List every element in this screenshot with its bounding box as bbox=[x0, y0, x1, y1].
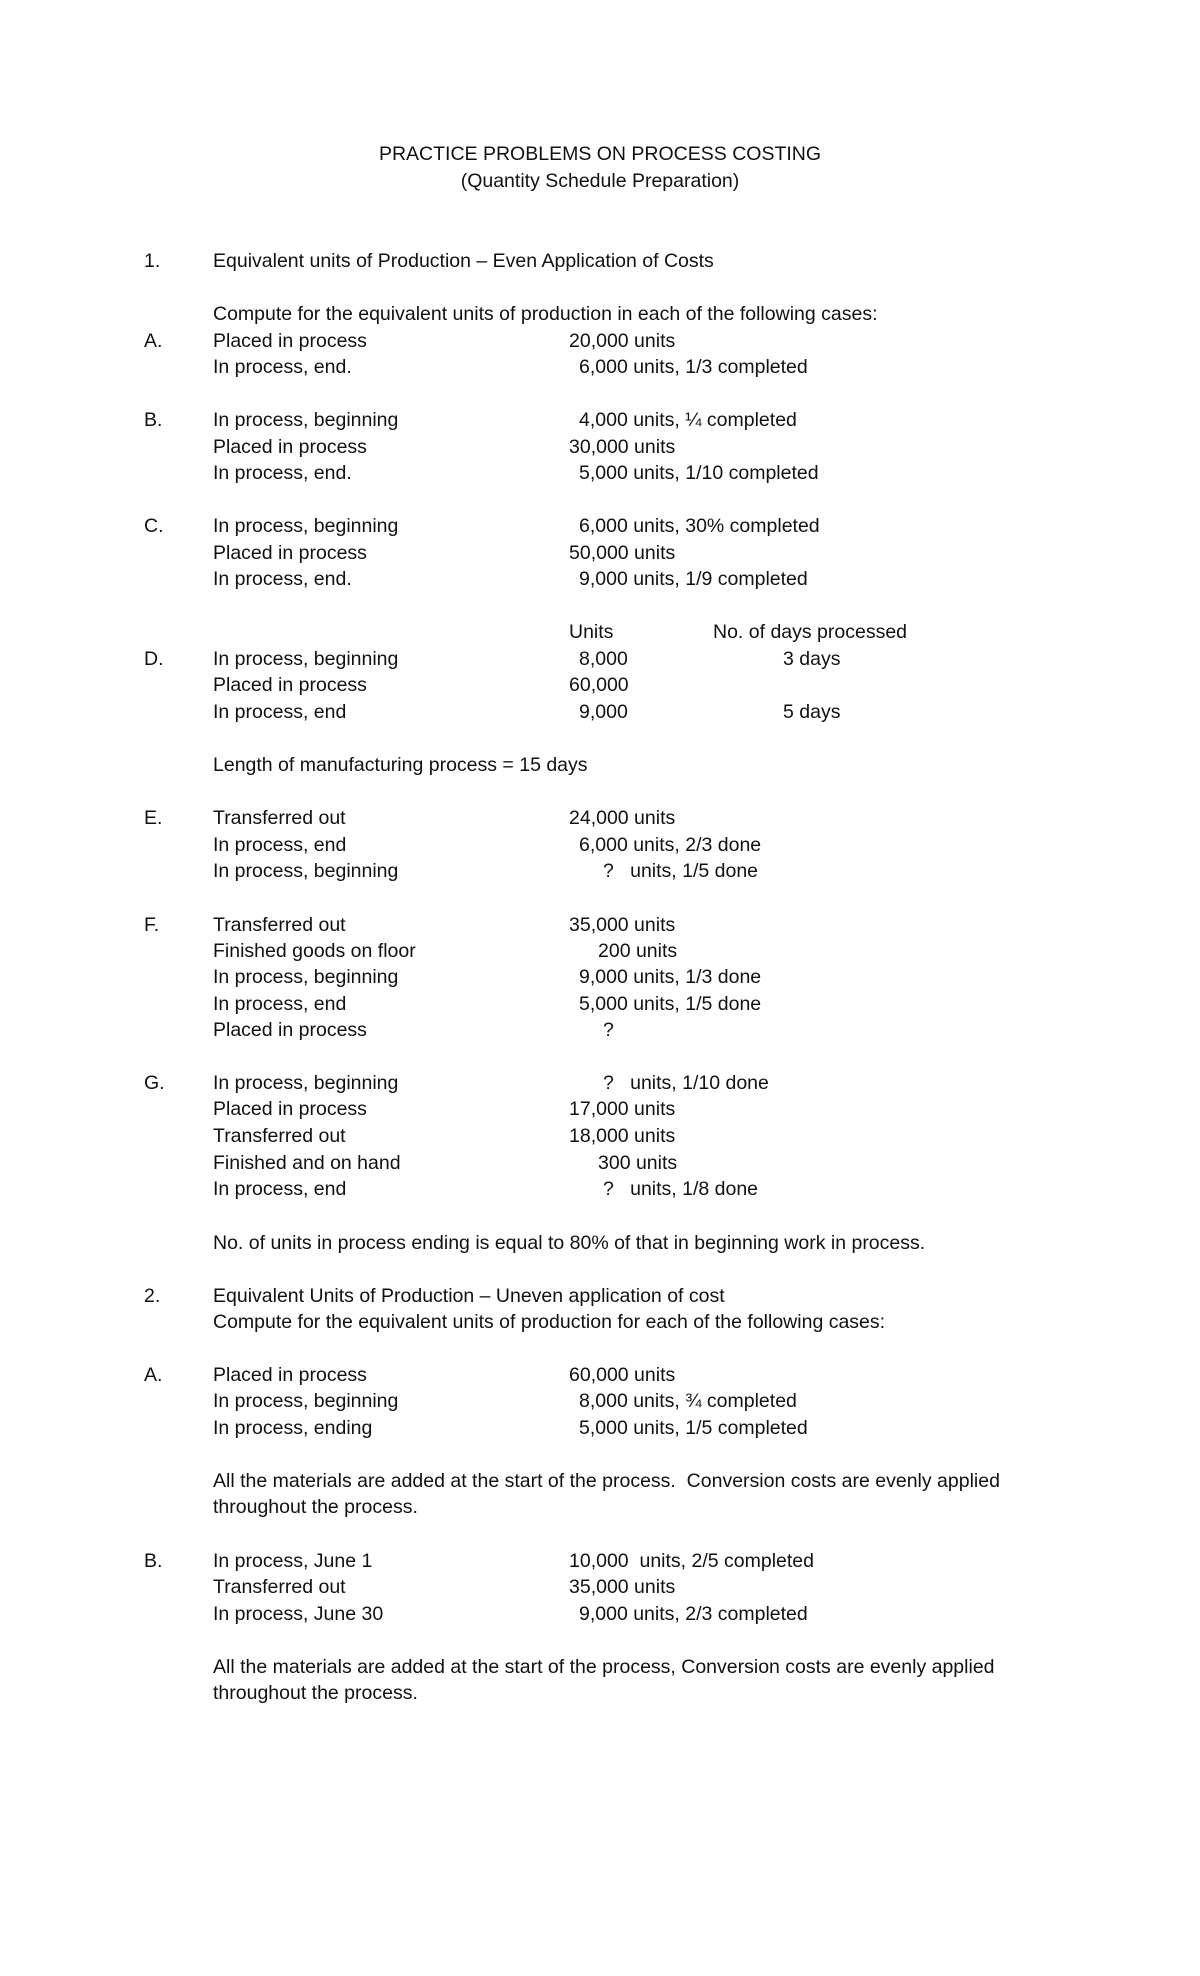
row-value: 9,000 units, 1/3 done bbox=[579, 966, 762, 988]
row-value: 20,000 units bbox=[569, 330, 676, 352]
row-label: In process, end bbox=[213, 701, 347, 723]
row-label: In process, end. bbox=[213, 568, 352, 590]
row-units: 8,000 bbox=[579, 648, 628, 670]
row-label: In process, beginning bbox=[213, 860, 399, 882]
row-label: Placed in process bbox=[213, 674, 367, 696]
case-letter: C. bbox=[144, 515, 164, 537]
row-value: ? units, 1/8 done bbox=[603, 1178, 759, 1200]
row-label: Transferred out bbox=[213, 1576, 346, 1598]
row-value: 6,000 units, 1/3 completed bbox=[579, 356, 808, 378]
row-value: 10,000 units, 2/5 completed bbox=[569, 1550, 814, 1572]
row-label: In process, beginning bbox=[213, 648, 399, 670]
row-label: Placed in process bbox=[213, 330, 367, 352]
case-note: No. of units in process ending is equal to 80% of that in beginning work in process. bbox=[213, 1232, 926, 1254]
case-letter: B. bbox=[144, 1550, 163, 1572]
row-value: 300 units bbox=[598, 1152, 678, 1174]
row-value: ? units, 1/5 done bbox=[603, 860, 759, 882]
case-note: throughout the process. bbox=[213, 1496, 418, 1518]
row-value: 35,000 units bbox=[569, 1576, 676, 1598]
case-letter: A. bbox=[144, 1364, 163, 1386]
row-label: In process, June 1 bbox=[213, 1550, 373, 1572]
case-note: throughout the process. bbox=[213, 1682, 418, 1704]
column-header-days: No. of days processed bbox=[713, 621, 908, 643]
row-units: 60,000 bbox=[569, 674, 629, 696]
row-value: 9,000 units, 1/9 completed bbox=[579, 568, 808, 590]
case-letter: F. bbox=[144, 914, 160, 936]
row-label: In process, June 30 bbox=[213, 1603, 384, 1625]
row-value: 50,000 units bbox=[569, 542, 676, 564]
row-value: 9,000 units, 2/3 completed bbox=[579, 1603, 808, 1625]
case-letter: E. bbox=[144, 807, 163, 829]
row-days: 5 days bbox=[783, 701, 841, 723]
row-label: Placed in process bbox=[213, 1364, 367, 1386]
row-label: Placed in process bbox=[213, 1098, 367, 1120]
row-label: Placed in process bbox=[213, 436, 367, 458]
row-units: 9,000 bbox=[579, 701, 628, 723]
row-label: Finished and on hand bbox=[213, 1152, 401, 1174]
row-value: 17,000 units bbox=[569, 1098, 676, 1120]
row-label: In process, end bbox=[213, 1178, 347, 1200]
problem-heading: Equivalent Units of Production – Uneven application of cost bbox=[213, 1285, 725, 1307]
row-label: In process, beginning bbox=[213, 1390, 399, 1412]
row-label: In process, beginning bbox=[213, 515, 399, 537]
row-label: In process, end. bbox=[213, 356, 352, 378]
row-label: In process, beginning bbox=[213, 409, 399, 431]
problem-number: 2. bbox=[144, 1285, 161, 1307]
problem-instruction: Compute for the equivalent units of production in each of the following cases: bbox=[213, 303, 878, 325]
case-note: All the materials are added at the start of the process, Conversion costs are evenly applied bbox=[213, 1656, 995, 1678]
row-value: 18,000 units bbox=[569, 1125, 676, 1147]
problem-instruction: Compute for the equivalent units of production for each of the following cases: bbox=[213, 1311, 886, 1333]
case-letter: A. bbox=[144, 330, 163, 352]
row-label: In process, end. bbox=[213, 462, 352, 484]
row-days: 3 days bbox=[783, 648, 841, 670]
case-letter: B. bbox=[144, 409, 163, 431]
case-note: All the materials are added at the start of the process. Conversion costs are evenly applied bbox=[213, 1470, 1000, 1492]
row-value: 4,000 units, ¼ completed bbox=[579, 409, 797, 431]
problem-number: 1. bbox=[144, 250, 161, 272]
row-label: Transferred out bbox=[213, 914, 346, 936]
row-value: 6,000 units, 30% completed bbox=[579, 515, 820, 537]
column-header-units: Units bbox=[569, 621, 614, 643]
row-label: Transferred out bbox=[213, 1125, 346, 1147]
row-label: Finished goods on floor bbox=[213, 940, 416, 962]
row-label: In process, end bbox=[213, 834, 347, 856]
row-value: 60,000 units bbox=[569, 1364, 676, 1386]
row-value: 8,000 units, ¾ completed bbox=[579, 1390, 797, 1412]
row-label: In process, ending bbox=[213, 1417, 373, 1439]
row-value: 5,000 units, 1/5 completed bbox=[579, 1417, 808, 1439]
row-value: ? bbox=[603, 1019, 614, 1041]
row-label: Transferred out bbox=[213, 807, 346, 829]
row-value: 200 units bbox=[598, 940, 678, 962]
row-value: 6,000 units, 2/3 done bbox=[579, 834, 762, 856]
row-value: 5,000 units, 1/5 done bbox=[579, 993, 762, 1015]
case-letter: G. bbox=[144, 1072, 165, 1094]
case-note: Length of manufacturing process = 15 days bbox=[213, 754, 588, 776]
row-value: 30,000 units bbox=[569, 436, 676, 458]
row-label: In process, beginning bbox=[213, 966, 399, 988]
row-label: In process, end bbox=[213, 993, 347, 1015]
case-letter: D. bbox=[144, 648, 164, 670]
row-label: Placed in process bbox=[213, 1019, 367, 1041]
row-value: 5,000 units, 1/10 completed bbox=[579, 462, 819, 484]
row-value: 35,000 units bbox=[569, 914, 676, 936]
row-label: Placed in process bbox=[213, 542, 367, 564]
document-title: PRACTICE PROBLEMS ON PROCESS COSTING bbox=[378, 143, 822, 165]
row-value: 24,000 units bbox=[569, 807, 676, 829]
row-label: In process, beginning bbox=[213, 1072, 399, 1094]
problem-heading: Equivalent units of Production – Even Application of Costs bbox=[213, 250, 714, 272]
row-value: ? units, 1/10 done bbox=[603, 1072, 769, 1094]
document-subtitle: (Quantity Schedule Preparation) bbox=[460, 170, 740, 192]
